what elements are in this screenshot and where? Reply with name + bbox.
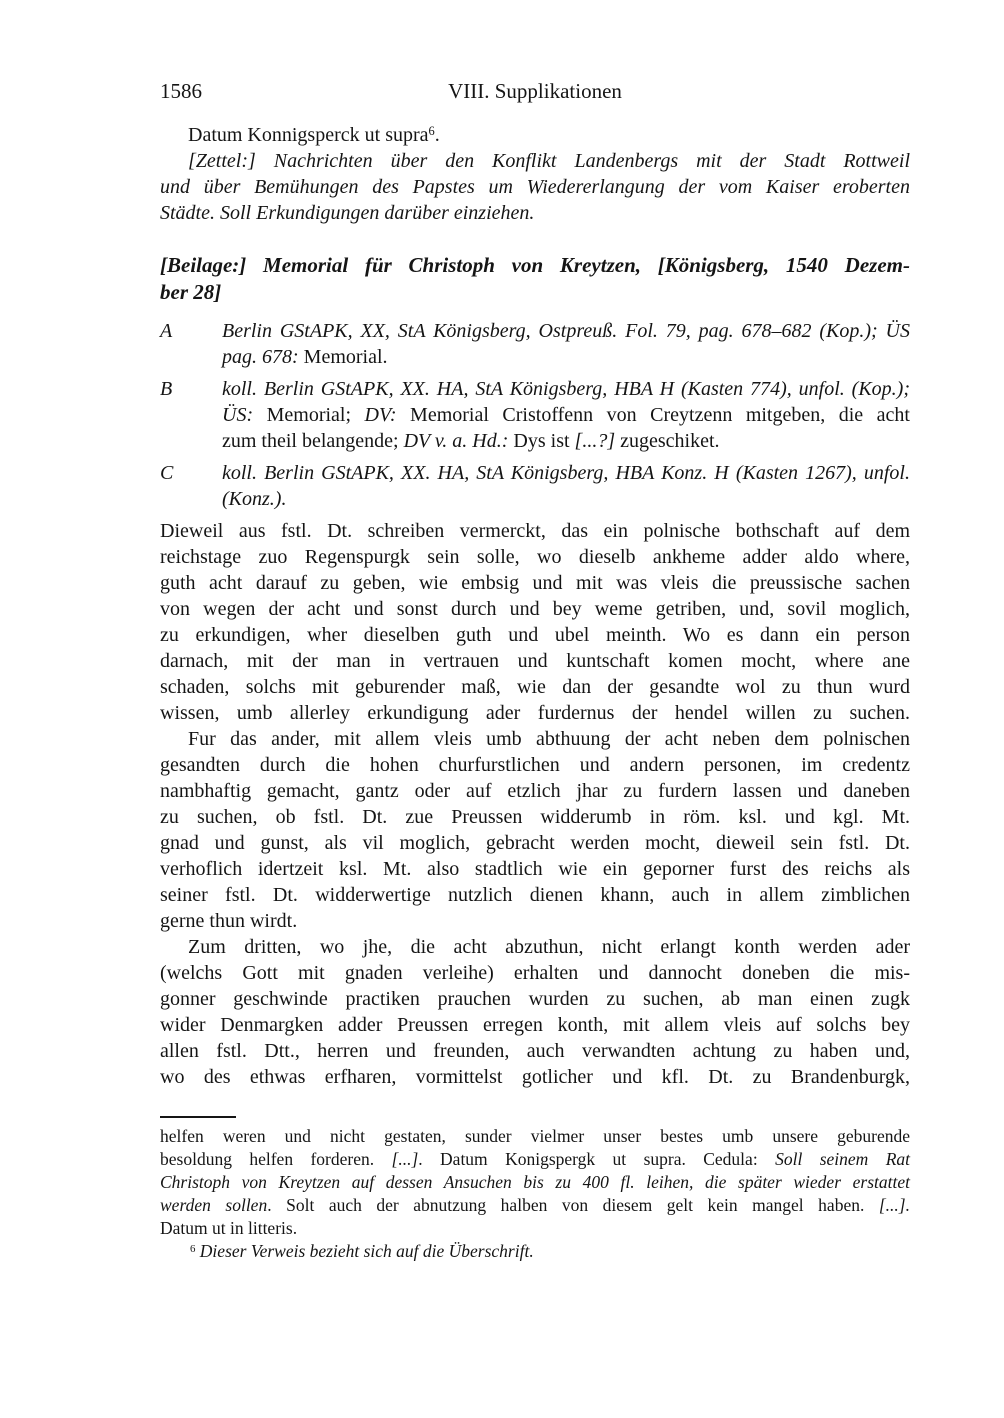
text-line: gesandten durch die hohen churfurstlichen und andern personen, im credentz <box>160 754 910 776</box>
apparatus-siglum: C <box>160 462 174 484</box>
paragraph-3 <box>160 934 910 1090</box>
text-line: seiner fstl. Dt. widderwertige nutzlich dienen khann, auch in allem zimblichen <box>160 884 910 906</box>
running-head-title: VIII. Supplikationen <box>448 79 622 103</box>
text-line: zum theil belangende; DV v. a. Hd.: Dys ist [...?] zugeschiket. <box>222 430 720 452</box>
footnote-6 <box>160 1240 910 1263</box>
apparatus-siglum: B <box>160 378 173 400</box>
text-line: Fur das ander, mit allem vleis umb abthuung der acht neben dem polnischen <box>188 728 910 750</box>
text-line: nambhaftig gemacht, gantz oder auf etzlich jhar zu furdern lassen und daneben <box>160 780 910 802</box>
text-line: $^6$ Dieser Verweis bezieht sich auf die Überschrift. <box>190 1241 534 1261</box>
text-line: [Beilage:] Memorial für Christoph von Kreytzen, [Königsberg, 1540 Dezem- <box>160 253 910 277</box>
text-line: guth acht darauf zu geben, wie embsig und mit was vleis die preussische sachen <box>160 572 910 594</box>
zettel-summary <box>160 148 910 226</box>
text-line: Zum dritten, wo jhe, die acht abzuthun, nicht erlangt konth werden ader <box>188 936 910 958</box>
text-line: darnach, mit der man in vertrauen und kuntschaft komen mocht, where ane <box>160 650 910 672</box>
footnote-continuation <box>160 1125 910 1240</box>
text-line: helfen weren und nicht gestaten, sunder vielmer unser bestes umb unsere geburende <box>160 1126 910 1146</box>
text-line: zu erkundigen, wher dieselben guth und ubel meinth. Wo es dann ein person <box>160 624 910 646</box>
text-line: wissen, umb allerley erkundigung ader furdernus der hendel willen zu suchen. <box>160 702 910 724</box>
text-line: Datum Konnigsperck ut supra$^6$. <box>188 124 440 146</box>
text-line: pag. 678: Memorial. <box>222 346 388 368</box>
text-line: koll. Berlin GStAPK, XX. HA, StA Königsberg, HBA H (Kasten 774), unfol. (Kop.); <box>222 378 910 400</box>
text-line: wider Denmargken adder Preussen erregen konth, mit allem vleis auf solchs bey <box>160 1014 910 1036</box>
text-line: verhoflich idertzeit ksl. Mt. also stadtlich wie ein geporner furst des reichs als <box>160 858 910 880</box>
text-line: [Zettel:] Nachrichten über den Konflikt Landenbergs mit der Stadt Rottweil <box>188 150 910 172</box>
text-line: (Konz.). <box>222 488 287 510</box>
text-line: gnad und gunst, als vil moglich, gebracht werden mocht, dieweil sein fstl. Dt. <box>160 832 910 854</box>
apparatus-entry-a <box>160 318 910 370</box>
text-line: ÜS: Memorial; DV: Memorial Cristoffenn von Creytzenn mitgeben, die acht <box>222 404 910 426</box>
text-line: und über Bemühungen des Papstes um Wiedererlangung der vom Kaiser eroberten <box>160 176 910 198</box>
text-line: Dieweil aus fstl. Dt. schreiben vermerckt, das ein polnische bothschaft auf dem <box>160 520 910 542</box>
text-line: werden sollen. Solt auch der abnutzung halben von diesem gelt kein mangel haben. [...]. <box>160 1195 910 1215</box>
text-line: gonner geschwinde practiken prauchen wurden zu suchen, ab man einen zugk <box>160 988 910 1010</box>
running-header <box>160 78 910 104</box>
text-line: Christoph von Kreytzen auf dessen Ansuchen bis zu 400 fl. leihen, die später wieder erstattet <box>160 1172 910 1192</box>
text-line: allen fstl. Dtt., herren und freunden, auch verwandten achtung zu haben und, <box>160 1040 910 1062</box>
text-line: zu suchen, ob fstl. Dt. zue Preussen widderumb in röm. ksl. und kgl. Mt. <box>160 806 910 828</box>
footnote-separator <box>160 1116 236 1118</box>
apparatus-entry-c <box>160 460 910 512</box>
text-line: Städte. Soll Erkundigungen darüber einziehen. <box>160 202 535 224</box>
page-number: 1586 <box>160 79 202 103</box>
paragraph-2 <box>160 726 910 934</box>
datum-line <box>160 122 910 148</box>
text-line: wo des ethwas erfharen, vormittelst gotlicher und kfl. Dt. zu Brandenburgk, <box>160 1066 910 1088</box>
paragraph-1 <box>160 518 910 726</box>
apparatus-siglum: A <box>160 320 173 342</box>
text-line: ber 28] <box>160 280 222 304</box>
text-line: von wegen der acht und sonst durch und bey weme getriben, und, sovil moglich, <box>160 598 910 620</box>
beilage-heading <box>160 252 910 306</box>
text-line: Berlin GStAPK, XX, StA Königsberg, Ostpreuß. Fol. 79, pag. 678–682 (Kop.); ÜS <box>222 320 910 342</box>
text-line: Datum ut in litteris. <box>160 1218 298 1238</box>
text-line: koll. Berlin GStAPK, XX. HA, StA Königsberg, HBA Konz. H (Kasten 1267), unfol. <box>222 462 910 484</box>
apparatus-entry-b <box>160 376 910 454</box>
text-line: reichstage zuo Regenspurgk sein solle, wo dieselb ankheme adder aldo where, <box>160 546 910 568</box>
text-line: besoldung helfen forderen. [...]. Datum Konigspergk ut supra. Cedula: Soll seinem Rat <box>160 1149 910 1169</box>
text-line: schaden, solchs mit geburender maß, wie dan der gesandte wol zu thun wurd <box>160 676 910 698</box>
text-line: gerne thun wirdt. <box>160 910 298 932</box>
text-line: (welchs Gott mit gnaden verleihe) erhalten und dannocht doneben die mis- <box>160 962 910 984</box>
text-block <box>160 122 910 1263</box>
